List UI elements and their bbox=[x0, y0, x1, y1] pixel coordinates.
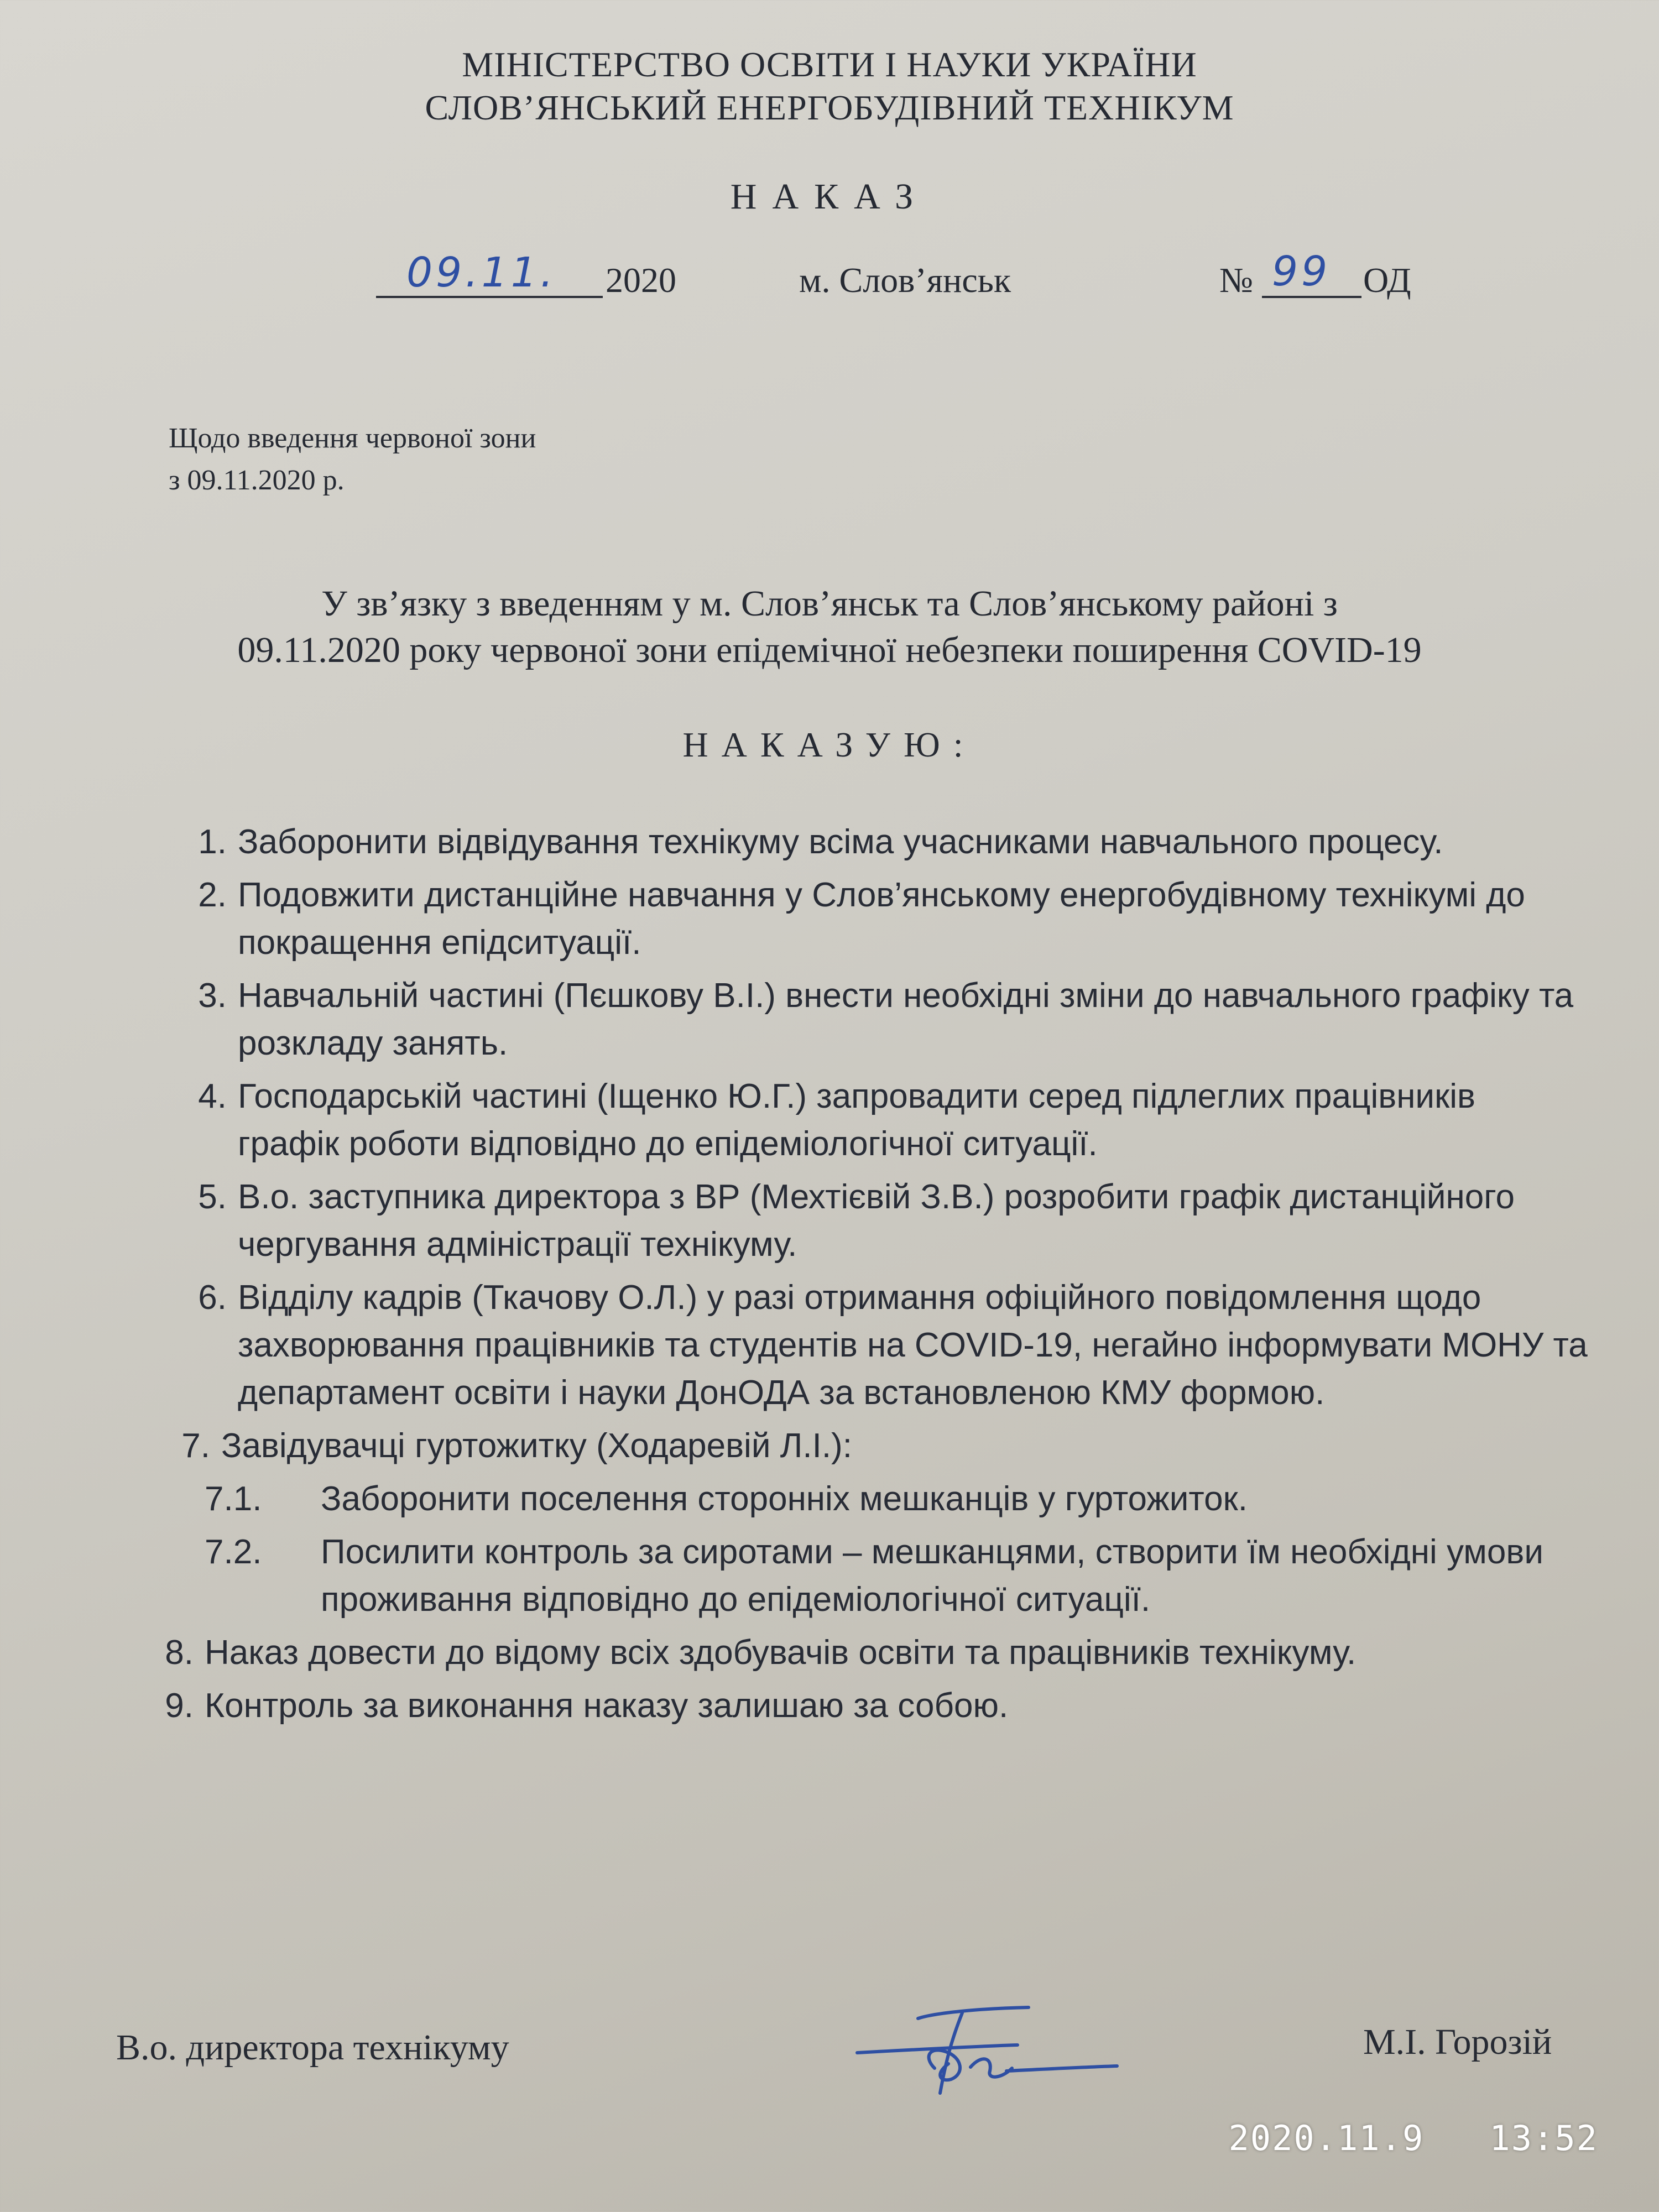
subitem-text: Посилити контроль за сиротами – мешканцями, створити їм необхідні умови проживання відповідно до епідеміологічної ситуації. bbox=[321, 1533, 1543, 1619]
command-heading: НАКАЗУЮ: bbox=[682, 725, 977, 764]
list-item bbox=[166, 1173, 1554, 1269]
list-item bbox=[166, 1274, 1653, 1417]
item-text: В.о. заступника директора з ВР (Мехтієвій З.В.) розробити графік дистанційного чергування адміністрації технікуму. bbox=[238, 1178, 1515, 1264]
ministry-heading: МІНІСТЕРСТВО ОСВІТИ І НАУКИ УКРАЇНИ bbox=[462, 45, 1197, 84]
item-number: 2. bbox=[198, 876, 227, 914]
handwritten-date: 09.11. bbox=[406, 249, 557, 296]
list-item bbox=[133, 1682, 1548, 1730]
list-item bbox=[149, 1422, 1565, 1470]
subitem-number: 7.2. bbox=[205, 1533, 262, 1571]
subitem-number: 7.1. bbox=[205, 1480, 262, 1518]
list-item bbox=[133, 1629, 1659, 1677]
item-number: 5. bbox=[198, 1178, 227, 1216]
item-number: 4. bbox=[198, 1077, 227, 1115]
item-text: Відділу кадрів (Ткачову О.Л.) у разі отримання офіційного повідомлення щодо захворювання працівників та студентів на COVID-19, негайно інформувати МОНУ та департамент освіти і науки ДонОДА за встановленою КМУ формою. bbox=[238, 1279, 1588, 1412]
item-text: Господарській частині (Іщенко Ю.Г.) запровадити серед підлеглих працівників графік роботи відповідно до епідеміологічної ситуації. bbox=[238, 1077, 1475, 1163]
sub-list-item bbox=[133, 1475, 1593, 1523]
item-number: 6. bbox=[198, 1279, 227, 1317]
number-underline bbox=[1262, 296, 1361, 298]
signatory-position: В.о. директора технікуму bbox=[116, 2027, 509, 2068]
item-text: Завідувачці гуртожитку (Ходаревій Л.І.): bbox=[221, 1427, 852, 1465]
handwritten-number: 99 bbox=[1272, 248, 1331, 295]
number-suffix: ОД bbox=[1363, 260, 1411, 300]
subject-line-2: з 09.11.2020 р. bbox=[169, 465, 345, 496]
photo-timestamp: 2020.11.9 13:52 bbox=[1228, 2118, 1598, 2158]
item-text: Наказ довести до відому всіх здобувачів освіти та працівників технікуму. bbox=[205, 1634, 1357, 1672]
list-item bbox=[166, 818, 1582, 866]
order-city: м. Слов’янськ bbox=[799, 260, 1011, 300]
number-sign: № bbox=[1219, 260, 1254, 300]
item-number: 3. bbox=[198, 977, 227, 1015]
order-items-list bbox=[166, 818, 1626, 1735]
intro-line-1: У зв’язку з введенням у м. Слов’янськ та Слов’янському районі з bbox=[321, 583, 1338, 624]
handwritten-signature bbox=[852, 2002, 1123, 2101]
item-text: Навчальній частині (Пєшкову В.І.) внести необхідні зміни до навчального графіку та розкладу занять. bbox=[238, 977, 1574, 1062]
item-text: Заборонити відвідування технікуму всіма учасниками навчального процесу. bbox=[238, 823, 1443, 861]
item-text: Контроль за виконання наказу залишаю за собою. bbox=[205, 1687, 1009, 1725]
subject-line-1: Щодо введення червоної зони bbox=[169, 422, 536, 454]
order-year: 2020 bbox=[606, 260, 676, 300]
signatory-name: М.І. Горозій bbox=[1363, 2022, 1552, 2062]
sub-list-item bbox=[133, 1528, 1559, 1624]
subitem-text: Заборонити поселення сторонніх мешканців у гуртожиток. bbox=[321, 1480, 1248, 1518]
item-text: Подовжити дистанційне навчання у Слов’янському енергобудівному технікумі до покращення епідситуації. bbox=[238, 876, 1525, 962]
intro-line-2: 09.11.2020 року червоної зони епідемічної небезпеки поширення COVID-19 bbox=[237, 630, 1422, 670]
list-item bbox=[166, 1073, 1565, 1168]
item-number: 1. bbox=[198, 823, 227, 861]
order-title: НАКАЗ bbox=[730, 176, 929, 217]
list-item bbox=[166, 872, 1582, 967]
item-number: 9. bbox=[165, 1687, 194, 1725]
item-number: 8. bbox=[165, 1634, 194, 1672]
institution-heading: СЛОВ’ЯНСЬКИЙ ЕНЕРГОБУДІВНИЙ ТЕХНІКУМ bbox=[425, 88, 1234, 127]
item-number: 7. bbox=[181, 1427, 210, 1465]
list-item bbox=[166, 972, 1637, 1067]
